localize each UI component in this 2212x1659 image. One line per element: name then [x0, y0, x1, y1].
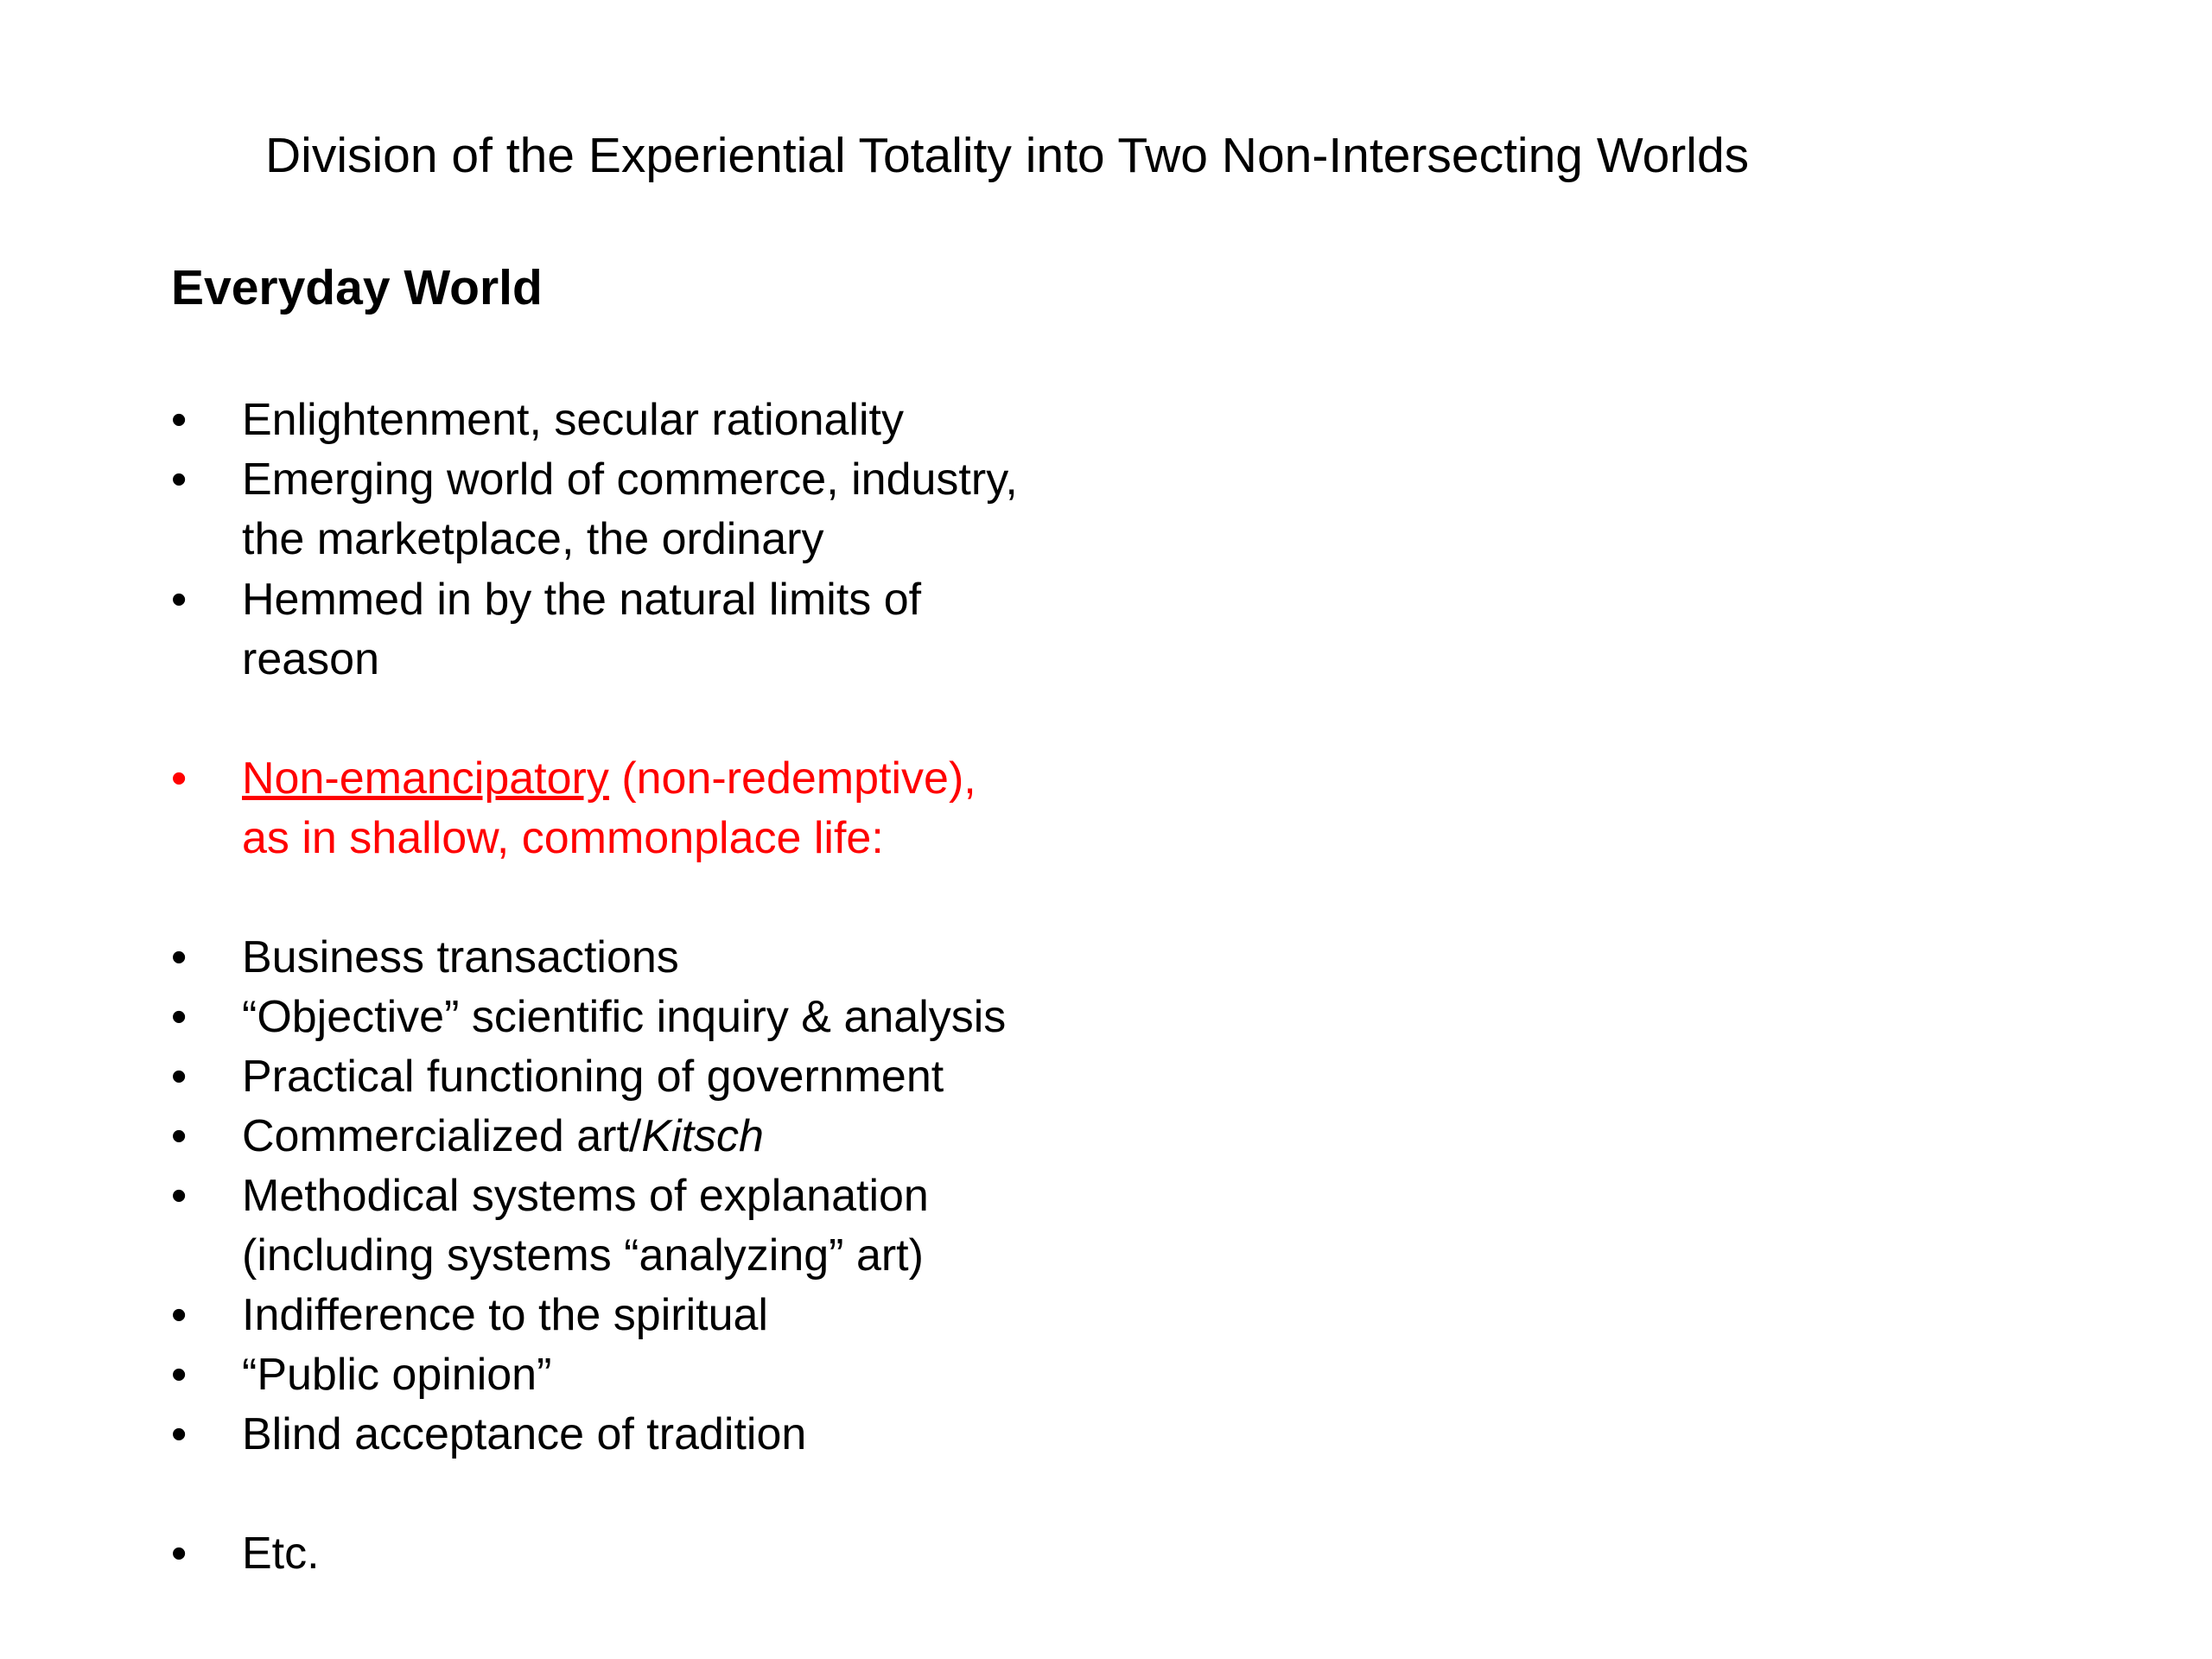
list-item-prefix: Commercialized art/ — [242, 1111, 642, 1161]
list-item-text: “Objective” scientific inquiry & analysis — [242, 992, 1007, 1042]
list-item-text: Indifference to the spiritual — [242, 1290, 768, 1340]
highlight-text — [242, 749, 1279, 868]
section-heading: Everyday World — [171, 260, 543, 315]
highlight-line2: as in shallow, commonplace life: — [242, 813, 884, 863]
list-item-line: reason — [242, 634, 379, 684]
bullet-icon: • — [171, 454, 188, 505]
list-item-text: Etc. — [242, 1529, 320, 1579]
list-item-text: Blind acceptance of tradition — [242, 1409, 807, 1459]
list-item-text — [242, 1166, 1279, 1286]
list-item-line: Emerging world of commerce, industry, — [242, 454, 1018, 505]
bullet-icon: • — [171, 932, 188, 982]
bullet-icon: • — [171, 395, 188, 445]
list-item-text — [242, 450, 1279, 569]
list-item-text: Practical functioning of government — [242, 1052, 944, 1102]
bullet-icon: • — [171, 575, 188, 625]
bullet-icon: • — [171, 992, 188, 1042]
bullet-icon: • — [171, 1171, 188, 1221]
highlight-rest: (non-redemptive), — [608, 753, 976, 804]
bullet-icon: • — [171, 1052, 188, 1102]
list-item-line: Hemmed in by the natural limits of — [242, 575, 922, 625]
slide-title: Division of the Experiential Totality into Two Non-Intersecting Worlds — [265, 128, 1750, 183]
highlight-underlined: Non-emancipatory — [242, 753, 609, 804]
list-item-text — [242, 570, 1279, 690]
bullet-icon: • — [171, 1111, 188, 1161]
bullet-icon: • — [171, 1350, 188, 1400]
list-item-text — [242, 1107, 1279, 1166]
list-item-line: (including systems “analyzing” art) — [242, 1230, 924, 1281]
list-item-line: the marketplace, the ordinary — [242, 514, 824, 564]
bullet-icon: • — [171, 1290, 188, 1340]
list-item-line: Methodical systems of explanation — [242, 1171, 929, 1221]
list-item-text: Business transactions — [242, 932, 679, 982]
bullet-icon: • — [171, 753, 188, 804]
bullet-icon: • — [171, 1529, 188, 1579]
bullet-icon: • — [171, 1409, 188, 1459]
list-item-italic: Kitsch — [641, 1111, 764, 1161]
list-item-text: “Public opinion” — [242, 1350, 552, 1400]
list-item-text: Enlightenment, secular rationality — [242, 395, 904, 445]
